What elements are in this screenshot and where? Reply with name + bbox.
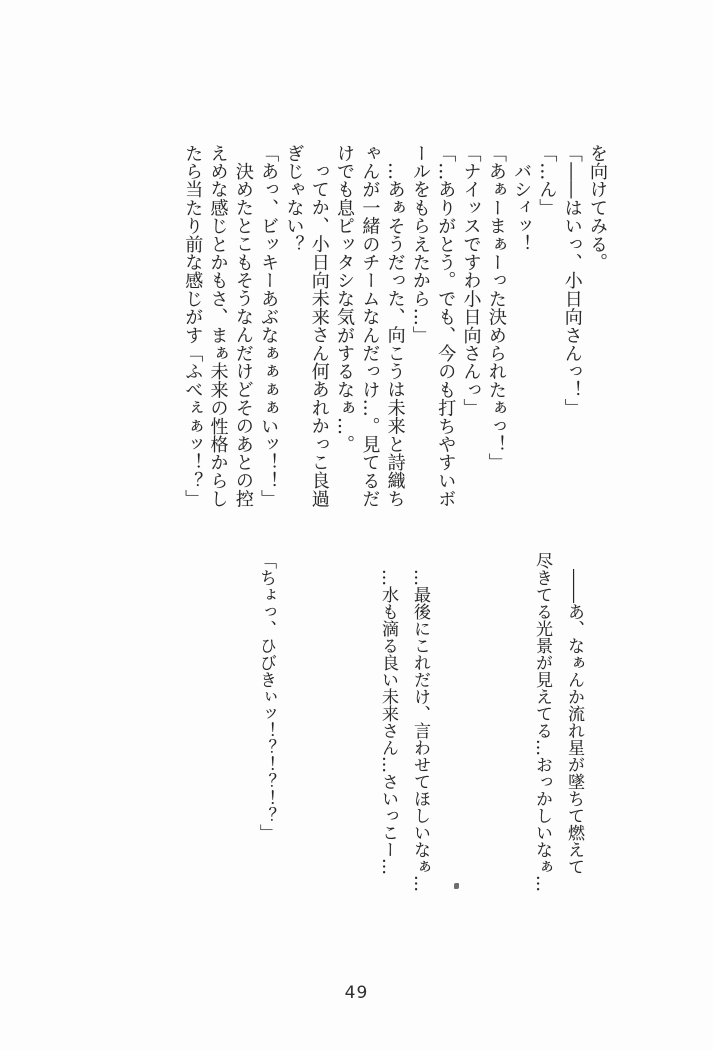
text-line: けでも息ピッタシな気がするなぁ…。 — [334, 144, 356, 454]
text-line: 「――はいっ、小日向さんっ！」 — [561, 144, 583, 417]
text-line: ールをもらえたから…」 — [409, 144, 431, 345]
text-line: 決めたとこもそうなんだけどそのあとの控 — [232, 162, 254, 508]
text-line: バシィッ！ — [511, 162, 533, 253]
text-line: えめな感じとかもさ、まぁ未来の性格からし — [207, 144, 229, 508]
text-line: 「あぁーまぁーった決められたぁっ！」 — [485, 144, 507, 472]
text-line: …あぁそうだった、向こうは未来と詩織ち — [384, 162, 406, 508]
text-line: …最後にこれだけ、言わせてほしいなぁ… — [410, 569, 430, 892]
text-line: ってか、小日向未来さん何あれかっこ良過 — [308, 162, 330, 508]
vertical-text-block-bottom — [250, 552, 590, 902]
text-line: …水も滴る良い未来さん…さいっこー… — [378, 569, 398, 875]
text-line: 「…ありがとう。でも、今のも打ちやすいボ — [435, 144, 457, 508]
text-line: 「ナイッスですわ小日向さんっ」 — [460, 144, 482, 417]
text-line: を向けてみる。 — [587, 144, 608, 272]
text-line: 「…ん」 — [536, 144, 558, 217]
text-line: ――あ、なぁんか流れ星が墜ちて燃えて — [564, 569, 584, 875]
ink-speck — [454, 883, 459, 889]
text-line: ゃんが一緒のチームなんだっけ…。見てるだ — [359, 144, 381, 508]
text-line: たら当たり前な感じがす「ふべぇぁッ！？」 — [182, 144, 204, 508]
page-number: 49 — [344, 983, 369, 1003]
text-line: 「あっ、ビッキーあぶなぁぁぁぁいッ！！」 — [258, 144, 280, 508]
text-line: 尽きてる光景が見えてる…おっかしいなぁ… — [532, 552, 552, 892]
text-line: 「ちょっ、ひびきぃッ！？！？！？」 — [256, 552, 276, 841]
vertical-text-block-top — [180, 144, 610, 524]
text-line: ぎじゃない？ — [283, 144, 305, 254]
